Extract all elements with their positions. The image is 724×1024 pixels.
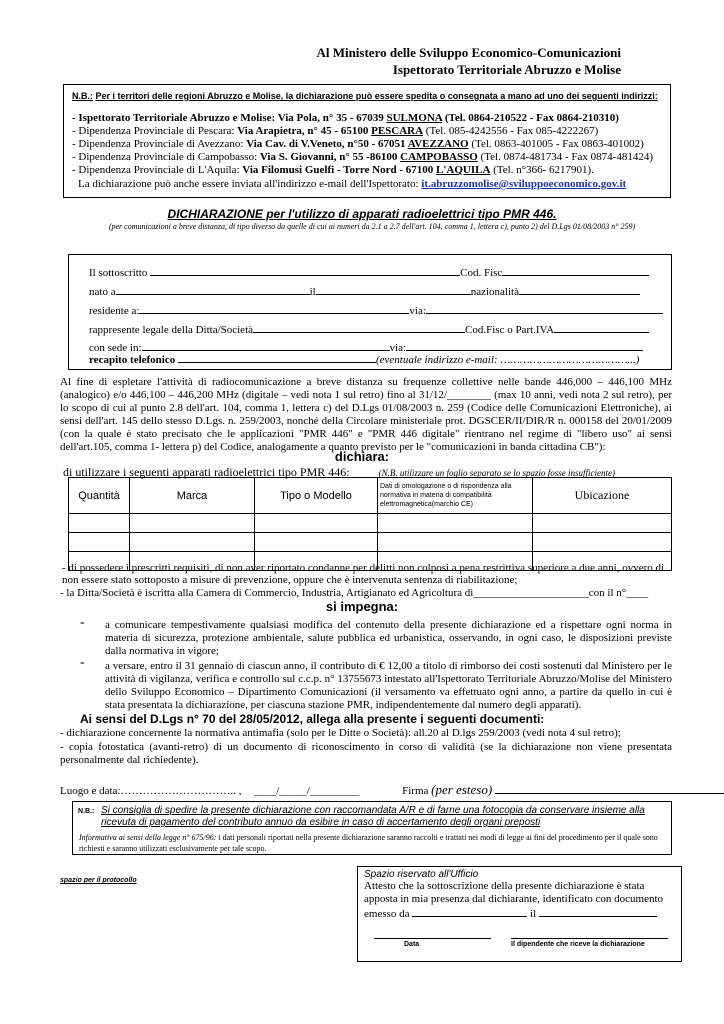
address-avezzano: Via Cav. di V.Veneto, n°50 - 67051 <box>246 138 408 150</box>
city-laquila: L'AQUILA <box>436 164 491 176</box>
birth-date-field[interactable] <box>316 285 471 295</box>
city-sulmona: SULMONA <box>386 112 443 124</box>
rappresente-label: rappresente legale della Ditta/Società <box>89 324 254 336</box>
informativa-text: i dati personali riportati nella presente dichiarazione saranno raccolti e trattati nei modi di legge ai fini del procedimento per il quale sono richiesti e saranno utilizzati esclusivamente per tale scopo. <box>79 833 658 853</box>
office-title: Spazio riservato all'Ufficio <box>364 869 479 880</box>
impegna-heading: si impegna: <box>325 599 399 614</box>
city-pescara: PESCARA <box>371 125 424 137</box>
cod-fisc-iva-label: Cod.Fisc o Part.IVA <box>465 324 555 336</box>
contacts-avezzano: (Tel. 0863-401005 - Fax 0863-401002) <box>468 138 644 150</box>
address-pescara: Via Arapietra, n° 45 - 65100 <box>237 125 372 137</box>
dichiara-heading: dichiara: <box>334 449 390 464</box>
signature-line-dipendente <box>511 938 668 939</box>
protocollo-label: spazio per il protocollo <box>60 877 137 884</box>
recapito-field[interactable] <box>178 353 376 363</box>
data-label: Data <box>404 941 420 948</box>
nato-a-field[interactable] <box>116 285 310 295</box>
office-il-label: il <box>530 908 537 920</box>
via2-field[interactable] <box>406 341 643 351</box>
document-title: DICHIARAZIONE per l'utilizzo di apparati radioelettrici tipo PMR 446. <box>167 207 557 221</box>
nazionalita-field[interactable] <box>519 285 640 295</box>
bullet-dash: - <box>80 615 85 630</box>
address-laquila: Via Filomusi Guelfi - Torre Nord - 67100 <box>242 164 437 176</box>
recapito-label: recapito telefonico <box>89 354 176 366</box>
via2-label: via: <box>389 342 407 354</box>
sede-field[interactable] <box>142 341 390 351</box>
intro-paragraph: Al fine di espletare l'attività di radiocomunicazione a breve distanza su frequenze collettive nelle bande 446,000 – 446,100 MHz (analogico) e/o 446,100 – 446,200 MHz (digitale – vedi nota 1 sul retro) fino al 31/12/________ (max 10 anni, vedi nota 2 sul retro), per lo scopo di cui al punto 2.8 dell'art. 104, comma 1, lettera c) del D.Lgs 01/08/2003 n. 259 (Codice delle Comunicazioni Elettroniche), ai sensi dell'art. 145 dello stesso D.Lgs. n. 259/2003, nonché della Circolare ministeriale prot. DGSCER/II/DIR/R n. 000158 del 20/01/2009 (con la quale è stato precisato che le applicazioni "PMR 446" e "PMR 446 digitale" rientrano nel regime di "libero uso" ai sensi dell'art.105, comma 1- lettera p) del Codice, analogamente a quanto previsto per le "comunicazioni in banda cittadina CB"): <box>60 376 672 453</box>
emesso-label: emesso da <box>364 908 410 920</box>
il-label: il <box>309 286 316 298</box>
dichiara-line: di utilizzare i seguenti apparati radioelettrici tipo PMR 446: <box>63 465 350 479</box>
col-quantita: Quantità <box>69 478 130 514</box>
nato-a-label: nato a <box>89 286 116 298</box>
city-campobasso: CAMPOBASSO <box>400 151 478 163</box>
email-hint: (eventuale indirizzo e-mail: …………………………………...) <box>376 354 640 366</box>
nb-text: Per i territori delle regioni Abruzzo e Molise, la dichiarazione può essere spedita o consegnata a mano ad uno dei seguenti indirizzi: <box>95 91 658 101</box>
cod-fisc-iva-field[interactable] <box>554 323 649 333</box>
residente-field[interactable] <box>139 304 409 314</box>
email-link[interactable]: it.abruzzomolise@sviluppoeconomico.gov.it <box>421 178 627 190</box>
nb-box <box>72 801 672 855</box>
address-campobasso: Via S. Giovanni, n° 55 -86100 <box>259 151 401 163</box>
sottoscritto-field[interactable] <box>150 266 460 276</box>
label-laquila: - Dipendenza Provinciale di L'Aquila: <box>72 164 243 176</box>
label-avezzano: - Dipendenza Provinciale di Avezzano: <box>72 138 247 150</box>
bullet-dash: - <box>80 655 85 670</box>
col-ubicazione: Ubicazione <box>533 478 672 514</box>
nazionalita-label: nazionalità <box>470 286 519 298</box>
sede-label: con sede in: <box>89 342 142 354</box>
label-campobasso: - Dipendenza Provinciale di Campobasso: <box>72 151 260 163</box>
dichiara-note: (N.B. utilizzare un foglio separato se lo spazio fosse insufficiente) <box>378 468 616 478</box>
address-sulmona: - Ispettorato Territoriale Abruzzo e Molise: Via Pola, n° 35 - 67039 <box>72 112 387 124</box>
contacts-pescara: (Tel. 085-4242556 - Fax 085-4222267) <box>423 125 599 137</box>
nb2-label: N.B.: <box>78 808 95 815</box>
table-row[interactable] <box>69 533 672 552</box>
requisito-2: - la Ditta/Società è iscritta alla Camera di Commercio, Industria, Artigianato ed Agricoltura di_____________________con il n°____ <box>60 587 649 599</box>
impegno-2: a versare, entro il 31 gennaio di ciascun anno, il contributo di € 12,00 a titolo di rimborso dei costi sostenuti dal Ministero per le attività di vigilanza, verifica e controllo sul c.c.p. n° 13755673 intestato all'Ispettorato Territoriale Abruzzo/Molise del Ministero dello Sviluppo Economico – Dipartimento Comunicazioni (il versamento va effettuato ogni anno, a partire da quello in cui è stata presentata la dichiarazione, per ciascuna stazione PMR, indipendentemente dal numero degli apparati). <box>105 660 672 711</box>
cod-fisc-field[interactable] <box>502 266 649 276</box>
nb2-text: Si consiglia di spedire la presente dichiarazione con raccomandata A/R e di farne una fotocopia da conservare insieme alla ricevuta di pagamento del contributo annuo da esibire in caso di accertamento degli organi preposti <box>101 805 645 828</box>
office-text: Attesto che la sottoscrizione della presente dichiarazione è stata apposta in mia presenza dal dichiarante, identificato con documento <box>364 880 664 905</box>
via-label: via: <box>409 305 426 317</box>
per-esteso-label: (per esteso) <box>431 782 493 797</box>
address-box <box>63 84 671 198</box>
sottoscritto-label: Il sottoscritto <box>89 267 148 279</box>
emesso-field[interactable] <box>412 907 527 917</box>
luogo-data-label: Luogo e data:………………………….. , <box>60 785 242 797</box>
allega-heading: Ai sensi del D.Lgs n° 70 del 28/05/2012, allega alla presente i seguenti documenti: <box>80 712 545 726</box>
document-subtitle: (per comunicazioni a breve distanza, di tipo diverso da quelle di cui ai numeri da 2.1 a 2.7 dell'art. 104, comma 1, lettera c), punto 2) del D.Lgs 01/08/2003 n° 259) <box>108 222 636 231</box>
col-omologazione: Dati di omologazione o di rispondenza alla normativa in materia di compatibilità elettromagnetica(marchio CE) <box>378 478 533 514</box>
documento-2: - copia fotostatica (avanti-retro) di un documento di riconoscimento in corso di validità (se la dichiarazione non viene presentata personalmente dal richiedente). <box>60 741 672 766</box>
table-row[interactable] <box>69 514 672 533</box>
firma-field[interactable] <box>495 784 724 794</box>
applicant-form <box>68 254 672 370</box>
residente-label: residente a: <box>89 305 140 317</box>
documento-1: - dichiarazione concernente la normativa antimafia (solo per le Ditte o Società): all.20 al D.lgs 259/2003 (vedi nota 4 sul retro); <box>60 727 621 739</box>
addressee-line-1: Al Ministero delle Sviluppo Economico-Comunicazioni <box>316 45 621 60</box>
contacts-sulmona: (Tel. 0864-210522 - Fax 0864-210310) <box>442 112 619 124</box>
office-date-field[interactable] <box>539 907 657 917</box>
cod-fisc-label: Cod. Fisc <box>460 267 503 279</box>
email-intro: La dichiarazione può anche essere inviata all'indirizzo e-mail dell'Ispettorato: <box>78 178 422 190</box>
date-field[interactable]: ____/_____/_________ <box>254 785 360 797</box>
impegno-1: a comunicare tempestivamente qualsiasi modifica del contenuto della presente dichiarazione ed a rispettare ogni norma in materia di sicurezza, protezione ambientale, salute pubblica ed urbanistica, osservando, in ogni caso, le disposizioni previste dalla normativa in vigore; <box>105 619 672 657</box>
equipment-table <box>68 477 672 571</box>
dipendente-label: Il dipendente che riceve la dichiarazione <box>511 941 645 948</box>
ditta-field[interactable] <box>253 323 465 333</box>
firma-label: Firma <box>402 785 429 797</box>
informativa-label: Informativa ai sensi della legge n° 675/96: <box>79 833 217 842</box>
signature-line-data <box>374 938 491 939</box>
via-field[interactable] <box>426 304 663 314</box>
contacts-laquila: (Tel. n°366- 6217901). <box>490 164 594 176</box>
office-box <box>357 866 682 962</box>
city-avezzano: AVEZZANO <box>407 138 469 150</box>
nb-label: N.B.: <box>72 91 93 101</box>
col-marca: Marca <box>130 478 255 514</box>
col-tipo: Tipo o Modello <box>255 478 378 514</box>
addressee-line-2: Ispettorato Territoriale Abruzzo e Molise <box>392 62 621 77</box>
label-pescara: - Dipendenza Provinciale di Pescara: <box>72 125 238 137</box>
contacts-campobasso: (Tel. 0874-481734 - Fax 0874-481424) <box>477 151 654 163</box>
requisito-1: - di possedere i prescritti requisiti, di non aver riportato condanne per delitti non colposi a pena restrittiva superiore a due anni, ovvero di non essere stato sottoposto a misure di prevenzione, oppure che è intervenuta sentenza di riabilitazione; <box>62 562 665 586</box>
